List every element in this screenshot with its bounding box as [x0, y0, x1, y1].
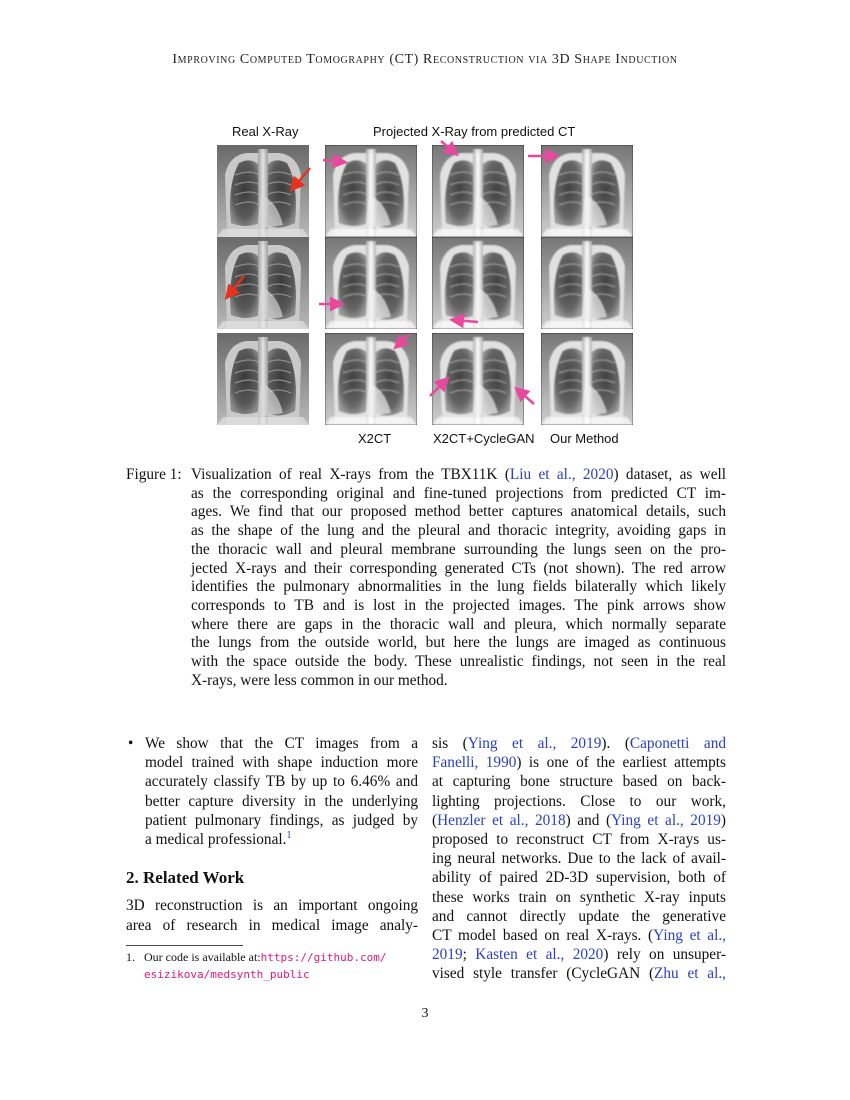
- related-work-paragraph: [126, 896, 418, 934]
- paragraph-line: CT model based on real X-rays. (Ying et al.,: [432, 926, 726, 944]
- bullet-line: model trained with shape induction more: [145, 754, 418, 772]
- caption-line: Visualization of real X-rays from the TBX11K (Liu et al., 2020) dataset, as well: [191, 466, 726, 483]
- citation-link[interactable]: Ying et al., 2019: [611, 811, 721, 829]
- running-header: Improving Computed Tomography (CT) Reconstruction via 3D Shape Induction: [172, 52, 678, 67]
- footnote-url-line2[interactable]: esizikova/medsynth_public: [144, 968, 310, 981]
- caption-line: the thoracic wall and pleural membrane surrounding the lungs seen on the pro-: [191, 540, 726, 558]
- footnote: [126, 949, 418, 983]
- caption-line: as the shape of the lung and the pleural and thoracic integrity, avoiding gaps in: [191, 522, 726, 540]
- caption-body: [191, 466, 726, 690]
- footnote-marker[interactable]: 1: [286, 829, 292, 841]
- pink-arrow-7: [430, 380, 446, 396]
- bullet-line: a medical professional.$^1$: [145, 829, 292, 848]
- figure-arrows: [0, 0, 850, 460]
- caption-line: with the space outside the body. These unrealistic findings, not seen in the real: [191, 653, 726, 671]
- paragraph-line: area of research in medical image analy-: [126, 916, 418, 934]
- paragraph-line: proposed to reconstruct CT from X-rays us-: [432, 830, 726, 848]
- footnote-text: Our code is available at:: [144, 950, 261, 964]
- caption-line: identifies the pulmonary abnormalities in the lung fields bilaterally which likely: [191, 578, 726, 596]
- citation-link[interactable]: Henzler et al., 2018: [437, 811, 566, 829]
- pink-arrow-5: [454, 320, 478, 322]
- bullet-line: accurately classify TB by up to 6.46% and: [145, 773, 418, 791]
- page-number: 3: [421, 1006, 429, 1021]
- citation-link[interactable]: Ying et al.,: [653, 926, 726, 944]
- paragraph-line: ing neural networks. Due to the lack of avail-: [432, 850, 726, 868]
- label-x2ct: X2CT: [358, 431, 392, 446]
- label-projected-xray: Projected X-Ray from predicted CT: [373, 124, 576, 139]
- citation-link[interactable]: Caponetti and: [629, 735, 726, 752]
- paragraph-line: 2019; Kasten et al., 2020) rely on unsuper-: [432, 946, 726, 964]
- paragraph-line: lighting projections. Close to our work,: [432, 792, 726, 810]
- caption-line: where there are gaps in the thoracic wall and pleura, which normally separate: [191, 615, 726, 633]
- footnote-number: 1.: [126, 950, 135, 964]
- citation-link[interactable]: Ying et al., 2019: [467, 735, 602, 752]
- footnote-url-line1[interactable]: https://github.com/: [260, 951, 387, 964]
- paragraph-line: (Henzler et al., 2018) and (Ying et al., 2019): [432, 811, 727, 829]
- paragraph-line: ability of paired 2D-3D supervision, both of: [432, 869, 726, 887]
- citation-link[interactable]: Zhu et al.,: [654, 965, 726, 983]
- red-arrow-1: [293, 168, 310, 188]
- caption-line: jected X-rays and their corresponding generated CTs (not shown). The red arrow: [191, 559, 726, 577]
- contribution-bullet: [126, 734, 418, 849]
- paragraph-line: these works train on synthetic X-ray inputs: [432, 888, 726, 906]
- section-title-related-work: 2. Related Work: [126, 868, 245, 888]
- right-column: [432, 734, 726, 983]
- paragraph-line: vised style transfer (CycleGAN (Zhu et al.,: [432, 965, 726, 983]
- paragraph-line: Fanelli, 1990) is one of the earliest attempts: [432, 754, 726, 772]
- left-column: [126, 734, 418, 935]
- paragraph-line: sis (Ying et al., 2019). (Caponetti and: [432, 735, 726, 752]
- label-x2ct-cyclegan: X2CT+CycleGAN: [433, 431, 535, 446]
- citation-link[interactable]: Liu et al., 2020: [509, 466, 614, 483]
- red-arrow-2: [228, 276, 244, 296]
- caption-line: ages. We find that our proposed method better captures anatomical details, such: [191, 503, 726, 521]
- bullet-line: patient pulmonary findings, as judged by: [145, 811, 418, 829]
- bullet-line: We show that the CT images from a: [145, 735, 418, 752]
- footnote-rule: [126, 945, 243, 946]
- paragraph-line: 3D reconstruction is an important ongoing: [126, 897, 418, 915]
- caption-line: as the corresponding original and fine-tuned projections from predicted CT im-: [191, 484, 726, 502]
- citation-link[interactable]: Kasten et al., 2020: [475, 946, 604, 964]
- caption-line: X-rays, were less common in our method.: [191, 671, 448, 689]
- paragraph-line: at capturing bone structure based on back-: [432, 773, 726, 791]
- bullet-dot: •: [128, 735, 134, 752]
- pink-arrow-1: [323, 160, 343, 162]
- label-our-method: Our Method: [550, 431, 619, 446]
- citation-link[interactable]: Fanelli, 1990: [432, 754, 517, 772]
- citation-link[interactable]: 2019: [432, 946, 463, 964]
- pink-arrow-2: [441, 141, 455, 153]
- caption-line: the lungs from the outside world, but here the lungs are imaged as continuous: [191, 634, 726, 652]
- paragraph-line: and cannot directly update the generative: [432, 907, 726, 925]
- label-real-xray: Real X-Ray: [232, 124, 299, 139]
- bullet-line: better capture diversity in the underlying: [145, 792, 418, 810]
- pink-arrow-8: [518, 390, 534, 404]
- caption-line: corresponds to TB and is lost in the projected images. The pink arrows show: [191, 596, 726, 614]
- caption-label: Figure 1:: [126, 466, 182, 483]
- pink-arrow-6: [397, 334, 410, 346]
